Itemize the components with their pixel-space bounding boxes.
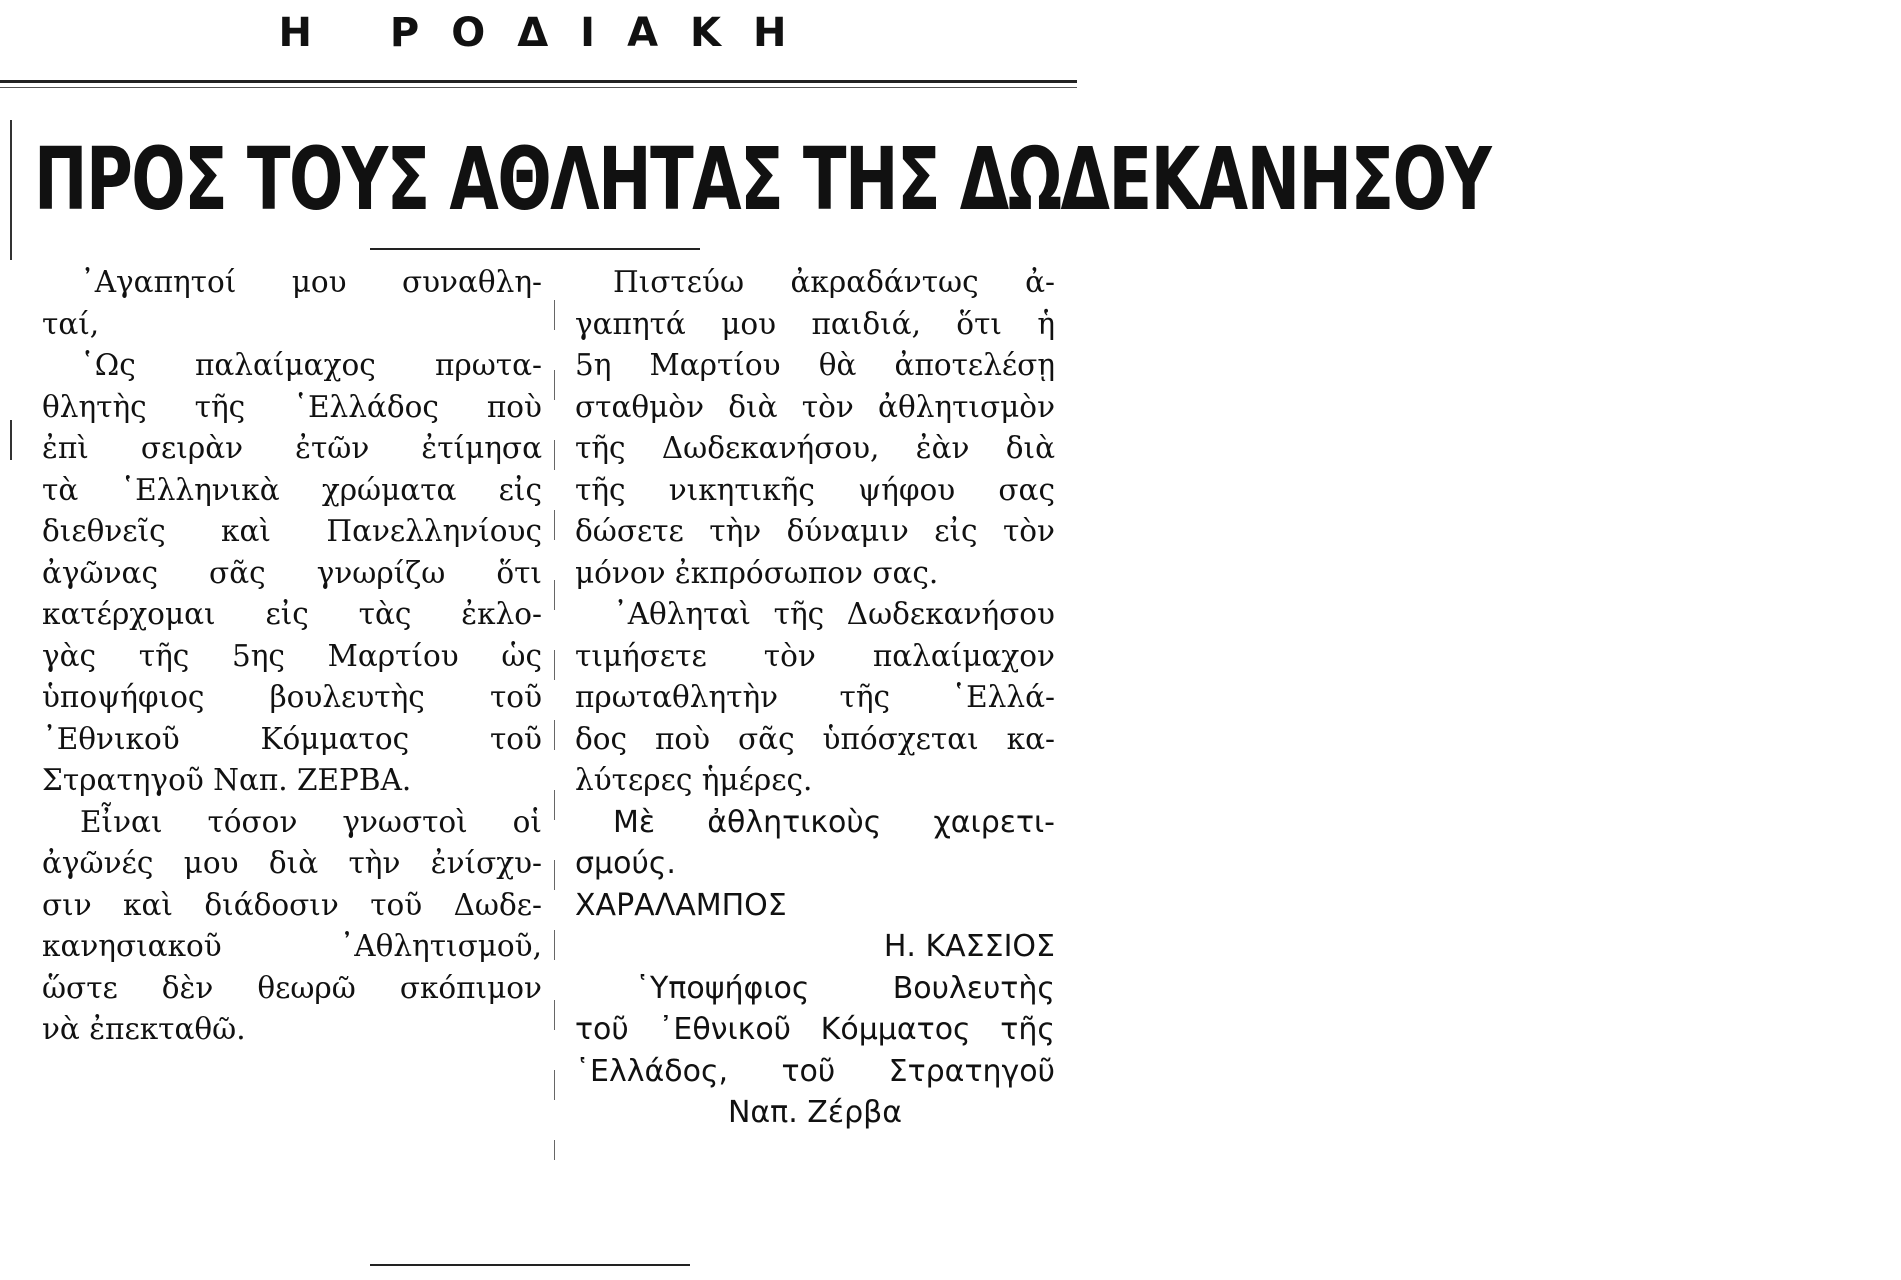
text-line: γαπητά μου παιδιά, ὅτι ἡ: [575, 306, 1055, 341]
bottom-rule: [370, 1264, 690, 1266]
text-line: ῾Ως παλαίμαχος πρωτα-: [80, 348, 542, 382]
signature-title: ῾Υποψήφιος Βουλευτὴς: [635, 970, 1055, 1006]
masthead-rule-thin: [0, 87, 1077, 88]
text-line: σιν καὶ διάδοσιν τοῦ Δωδε-: [42, 887, 542, 922]
text-line: ταί,: [42, 306, 100, 341]
text-line: Πιστεύω ἀκραδάντως ἀ-: [613, 265, 1055, 299]
text-line: Εἶναι τόσον γνωστοὶ οἱ: [80, 804, 542, 839]
signature-title: τοῦ ᾿Εθνικοῦ Κόμματος τῆς: [575, 1012, 1055, 1047]
text-line: νὰ ἐπεκταθῶ.: [42, 1012, 246, 1046]
text-line: σταθμὸν διὰ τὸν ἀθλητισμὸν: [575, 389, 1055, 424]
text-line: θλητὴς τῆς ῾Ελλάδος ποὺ: [42, 389, 542, 424]
text-line: ὥστε δὲν θεωρῶ σκόπιμον: [42, 970, 542, 1005]
text-line: δος ποὺ σᾶς ὑπόσχεται κα-: [575, 721, 1055, 756]
headline-rule: [370, 248, 700, 250]
text-line: 5η Μαρτίου θὰ ἀποτελέσῃ: [575, 348, 1055, 382]
left-column: [42, 262, 542, 1051]
text-line: ᾿Εθνικοῦ Κόμματος τοῦ: [42, 721, 542, 756]
text-line: ᾿Αθληταὶ τῆς Δωδεκανήσου: [613, 597, 1055, 631]
signature-title: ῾Ελλάδος, τοῦ Στρατηγοῦ: [575, 1053, 1055, 1089]
text-line: λύτερες ἡμέρες.: [575, 763, 813, 797]
masthead-rule: [0, 80, 1077, 83]
text-line: πρωταθλητὴν τῆς ῾Ελλά-: [575, 680, 1055, 714]
text-line: τὰ ῾Ελληνικὰ χρώματα εἰς: [42, 472, 542, 507]
signature-name: ΧΑΡΑΛΑΜΠΟΣ: [575, 887, 787, 923]
text-line: μόνον ἐκπρόσωπον σας.: [575, 555, 939, 590]
text-line: ἀγῶνας σᾶς γνωρίζω ὅτι: [42, 555, 542, 590]
text-line: ᾿Αγαπητοί μου συναθλη-: [80, 265, 542, 299]
text-line: ἐπὶ σειρὰν ἐτῶν ἐτίμησα: [42, 431, 542, 465]
masthead: Η ΡΟΔΙΑΚΗ: [278, 10, 819, 56]
text-line: Μὲ ἀθλητικοὺς χαιρετι-: [613, 804, 1055, 840]
text-line: Στρατηγοῦ Ναπ. ΖΕΡΒΑ.: [42, 763, 412, 797]
column-divider: [554, 300, 555, 1160]
headline-text: ΠΡΟΣ ΤΟΥΣ ΑΘΛΗΤΑΣ ΤΗΣ ΔΩΔΕΚΑΝΗΣΟΥ: [34, 130, 1491, 230]
headline: [34, 128, 1491, 230]
signature-surname: Η. ΚΑΣΣΙΟΣ: [883, 929, 1055, 964]
text-line: γὰς τῆς 5ης Μαρτίου ὡς: [42, 638, 542, 673]
text-line: τιμήσετε τὸν παλαίμαχον: [575, 638, 1055, 673]
text-line: διεθνεῖς καὶ Πανελληνίους: [42, 514, 542, 548]
text-line: δώσετε τὴν δύναμιν εἰς τὸν: [575, 514, 1055, 548]
right-column: [575, 262, 1055, 1134]
text-line: κατέρχομαι εἰς τὰς ἐκλο-: [42, 597, 542, 631]
signature-title: Ναπ. Ζέρβα: [727, 1095, 903, 1130]
text-line: ἀγῶνές μου διὰ τὴν ἐνίσχυ-: [42, 846, 542, 880]
text-line: ὑποψήφιος βουλευτὴς τοῦ: [42, 680, 542, 714]
text-line: τῆς Δωδεκανήσου, ἐὰν διὰ: [575, 431, 1055, 465]
margin-line: [10, 120, 12, 260]
text-line: κανησιακοῦ ᾿Αθλητισμοῦ,: [42, 929, 542, 963]
text-line: σμούς.: [575, 846, 676, 881]
margin-line: [10, 420, 12, 460]
text-line: τῆς νικητικῆς ψήφου σας: [575, 472, 1055, 507]
